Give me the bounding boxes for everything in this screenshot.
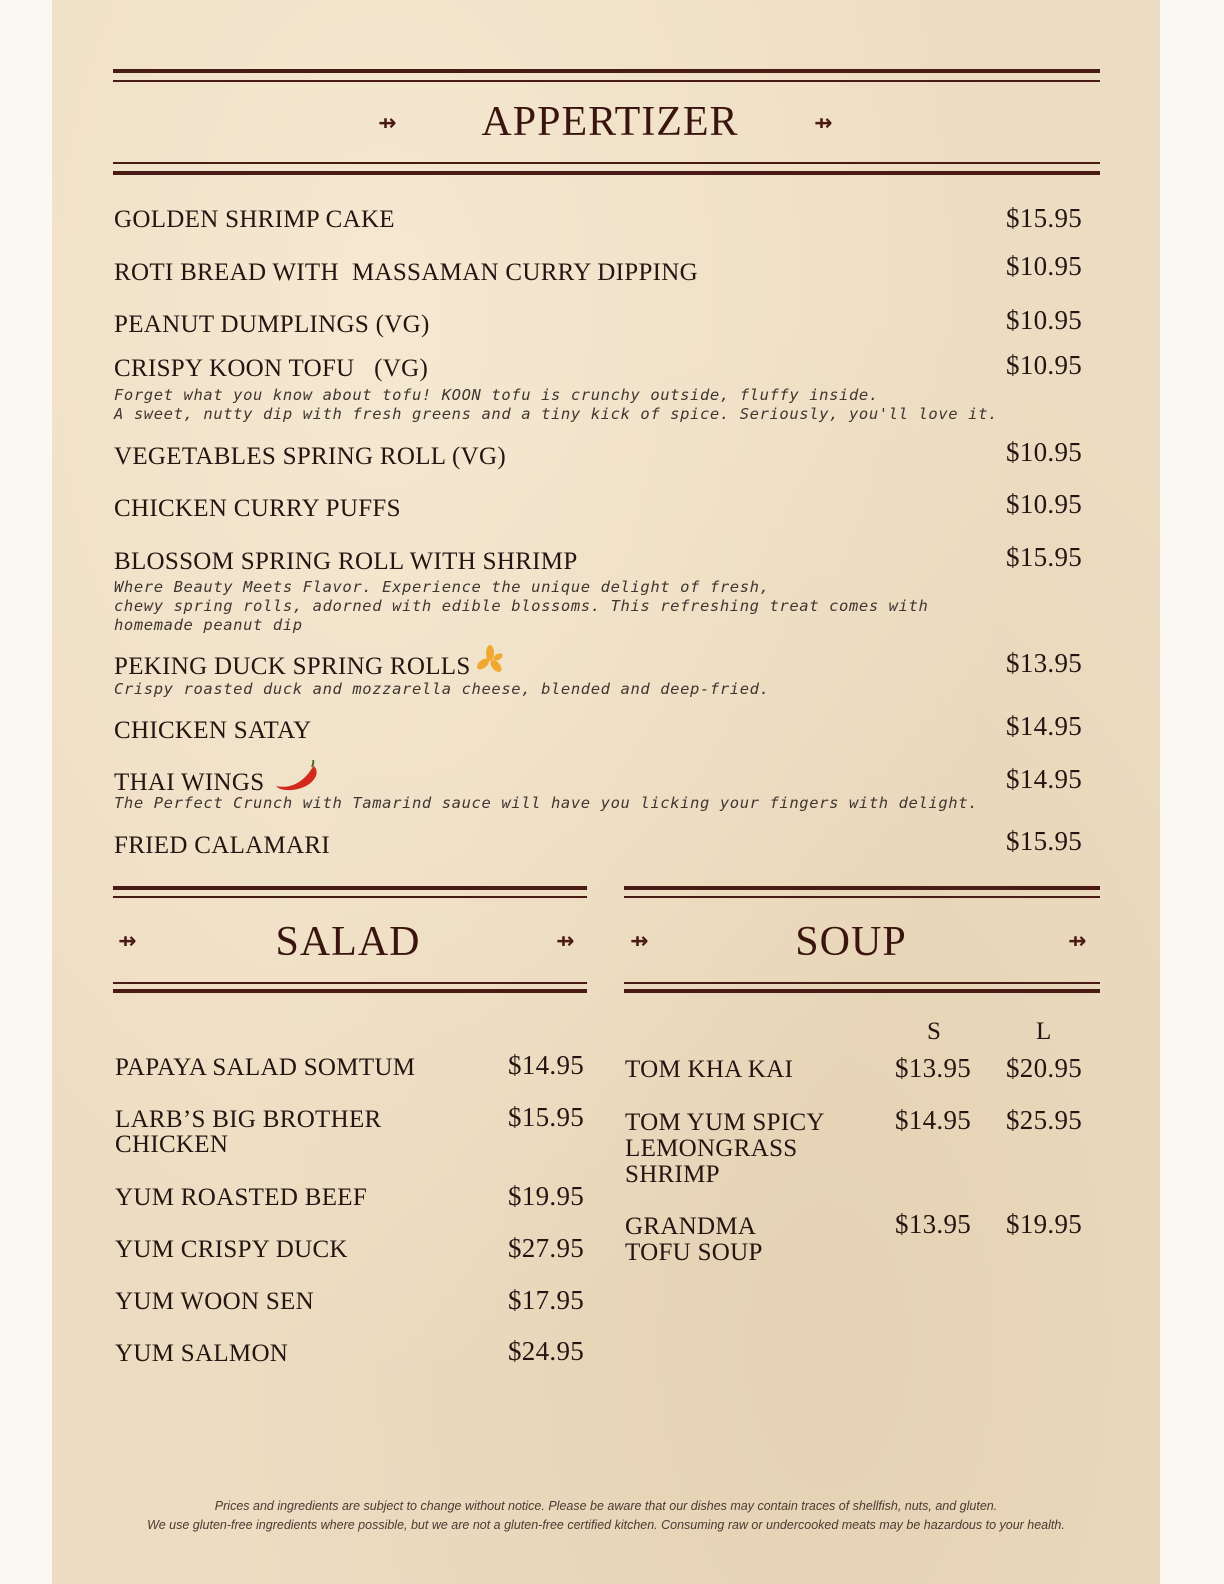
menu-item-name: TOM KHA KAI (625, 1056, 794, 1083)
ornament-right-icon: ⇸ (1068, 929, 1087, 954)
section-title-salad: SALAD (275, 919, 421, 965)
ornament-left-icon: ⇸ (378, 111, 397, 136)
section-title-appetizer: APPERTIZER (481, 99, 739, 145)
menu-item-description: The Perfect Crunch with Tamarind sauce will have you licking your fingers with delight. (114, 794, 979, 812)
menu-item-name: ROTI BREAD WITH MASSAMAN CURRY DIPPING (114, 259, 698, 286)
menu-item-name: LEMONGRASS (625, 1135, 798, 1162)
menu-item-price: $14.95 (508, 1050, 585, 1080)
menu-item-price: $10.95 (1006, 350, 1083, 380)
menu-item-price: $19.95 (508, 1181, 585, 1211)
menu-item-description: Forget what you know about tofu! KOON tofu is crunchy outside, fluffy inside. (114, 386, 879, 404)
menu-item-name: GOLDEN SHRIMP CAKE (114, 206, 395, 233)
menu-item-name: CHICKEN (115, 1131, 229, 1158)
menu-item-name: YUM ROASTED BEEF (115, 1184, 368, 1211)
menu-item-price: $15.95 (508, 1102, 585, 1132)
menu-item-price: $13.95 (1006, 648, 1083, 678)
divider (113, 896, 587, 898)
menu-item-price-large: $20.95 (1006, 1053, 1083, 1083)
size-small-header: S (927, 1018, 941, 1045)
divider (624, 982, 1100, 984)
menu-item-price-small: $13.95 (895, 1209, 972, 1239)
divider (113, 80, 1100, 82)
menu-item-price: $14.95 (1006, 711, 1083, 741)
menu-item-name: LARB’S BIG BROTHER (115, 1106, 382, 1133)
menu-item-price: $10.95 (1006, 305, 1083, 335)
menu-item-name: TOM YUM SPICY (625, 1109, 825, 1136)
chili-pepper-icon (274, 760, 320, 792)
menu-item-price-large: $25.95 (1006, 1105, 1083, 1135)
menu-item-name: PEKING DUCK SPRING ROLLS (114, 653, 471, 680)
divider (113, 171, 1100, 175)
menu-item-name: GRANDMA (625, 1213, 757, 1240)
menu-item-price-small: $14.95 (895, 1105, 972, 1135)
menu-item-price: $27.95 (508, 1233, 585, 1263)
menu-item-description: Crispy roasted duck and mozzarella cheese, blended and deep-fried. (114, 680, 770, 698)
menu-item-price: $17.95 (508, 1285, 585, 1315)
divider (113, 69, 1100, 73)
footer-disclaimer: We use gluten-free ingredients where possible, but we are not a gluten-free certified kitchen. Consuming raw or undercooked meats may be hazardous to your health. (147, 1518, 1065, 1532)
divider (624, 886, 1100, 890)
menu-item-price: $10.95 (1006, 437, 1083, 467)
menu-item-price: $15.95 (1006, 203, 1083, 233)
menu-item-name: YUM WOON SEN (115, 1288, 314, 1315)
menu-item-name: CRISPY KOON TOFU (VG) (114, 355, 429, 382)
ornament-right-icon: ⇸ (556, 929, 575, 954)
menu-item-price: $15.95 (1006, 826, 1083, 856)
menu-item-name: YUM SALMON (115, 1340, 289, 1367)
menu-item-name: CHICKEN SATAY (114, 717, 312, 744)
size-large-header: L (1036, 1018, 1052, 1045)
menu-item-name: VEGETABLES SPRING ROLL (VG) (114, 443, 506, 470)
divider (113, 982, 587, 984)
menu-item-price-small: $13.95 (895, 1053, 972, 1083)
menu-item-name: PEANUT DUMPLINGS (VG) (114, 311, 430, 338)
menu-item-description: chewy spring rolls, adorned with edible blossoms. This refreshing treat comes with (114, 597, 929, 615)
section-title-soup: SOUP (795, 919, 907, 965)
menu-item-price: $24.95 (508, 1336, 585, 1366)
menu-item-price: $14.95 (1006, 764, 1083, 794)
menu-item-name: TOFU SOUP (625, 1239, 763, 1266)
divider (624, 989, 1100, 993)
menu-item-name: FRIED CALAMARI (114, 832, 331, 859)
menu-item-price: $10.95 (1006, 489, 1083, 519)
ornament-left-icon: ⇸ (630, 929, 649, 954)
menu-item-description: Where Beauty Meets Flavor. Experience the unique delight of fresh, (114, 578, 770, 596)
menu-item-price: $10.95 (1006, 251, 1083, 281)
divider (113, 989, 587, 993)
menu-item-description: homemade peanut dip (114, 616, 303, 634)
ornament-right-icon: ⇸ (814, 111, 833, 136)
menu-item-price: $15.95 (1006, 542, 1083, 572)
menu-item-description: A sweet, nutty dip with fresh greens and a tiny kick of spice. Seriously, you'll love it. (114, 405, 998, 423)
divider (113, 886, 587, 890)
menu-item-name: BLOSSOM SPRING ROLL WITH SHRIMP (114, 548, 578, 575)
flower-icon (476, 645, 504, 677)
ornament-left-icon: ⇸ (118, 929, 137, 954)
divider (113, 162, 1100, 164)
menu-item-price-large: $19.95 (1006, 1209, 1083, 1239)
menu-item-name: THAI WINGS (114, 769, 265, 796)
menu-item-name: PAPAYA SALAD SOMTUM (115, 1054, 416, 1081)
menu-item-name: SHRIMP (625, 1161, 720, 1188)
menu-item-name: YUM CRISPY DUCK (115, 1236, 348, 1263)
menu-item-name: CHICKEN CURRY PUFFS (114, 495, 401, 522)
divider (624, 896, 1100, 898)
footer-disclaimer: Prices and ingredients are subject to change without notice. Please be aware that our dishes may contain traces of shellfish, nuts, and gluten. (214, 1499, 998, 1513)
